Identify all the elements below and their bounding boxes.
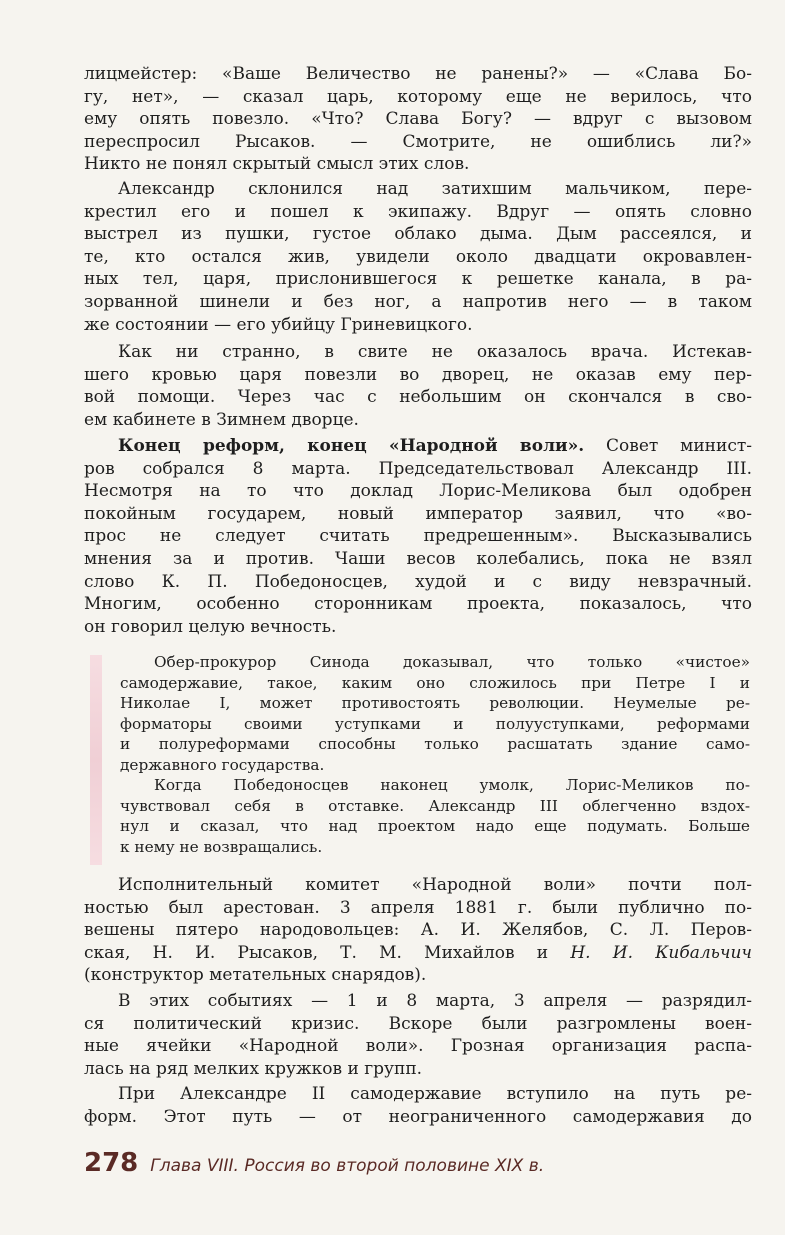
text-line: При Александре II самодержавие вступило на путь ре- xyxy=(118,1084,752,1104)
text-line: державного государства. xyxy=(120,755,325,774)
text-line: слово К. П. Победоносцев, худой и с виду невзрачный. xyxy=(84,571,752,592)
text-line: ностью был арестован. 3 апреля 1881 г. были публично по- xyxy=(84,897,752,918)
page-number: 278 xyxy=(84,1148,139,1178)
text-line: В этих событиях — 1 и 8 марта, 3 апреля — разрядил- xyxy=(118,991,752,1011)
text-line: вой помощи. Через час с небольшим он скончался в сво- xyxy=(84,387,752,408)
text-line: форматоры своими уступками и полууступками, реформами xyxy=(120,714,750,733)
page-footer xyxy=(84,1148,544,1178)
text-line: самодержавие, такое, каким оно сложилось при Петре I и xyxy=(120,673,750,692)
paragraph-4 xyxy=(84,435,752,638)
text-line: крестил его и пошел к экипажу. Вдруг — опять словно xyxy=(84,201,752,222)
text-line: Обер-прокурор Синода доказывал, что только «чистое» xyxy=(154,653,750,671)
text-line: вешены пятеро народовольцев: А. И. Желябов, С. Л. Перов- xyxy=(84,920,752,941)
text-line: (конструктор метательных снарядов). xyxy=(84,965,427,986)
paragraph-3 xyxy=(84,341,752,431)
text-line: лась на ряд мелких кружков и групп. xyxy=(84,1058,423,1079)
text-line: выстрел из пушки, густое облако дыма. Дым рассеялся, и xyxy=(84,224,752,245)
chapter-title: Глава VIII. Россия во второй половине XIX в. xyxy=(150,1156,545,1176)
text-run-italic: Н. И. Кибальчич xyxy=(570,942,752,963)
text-line: гу, нет», — сказал царь, которому еще не верилось, что xyxy=(84,86,752,107)
text-line: прос не следует считать предрешенным». Высказывались xyxy=(84,526,752,547)
text-line: мнения за и против. Чаши весов колебались, пока не взял xyxy=(84,548,752,569)
text-line: Исполнительный комитет «Народной воли» почти пол- xyxy=(118,875,752,895)
text-line: покойным государем, новый император заявил, что «во- xyxy=(84,503,752,524)
text-line: зорванной шинели и без ног, а напротив него — в таком xyxy=(84,291,752,312)
text-line: Несмотря на то что доклад Лорис-Меликова был одобрен xyxy=(84,481,752,502)
text-line: ров собрался 8 марта. Председательствовал Александр III. xyxy=(84,458,752,479)
text-line: ему опять повезло. «Что? Слава Богу? — вдруг с вызовом xyxy=(84,109,752,130)
sidebar-text xyxy=(120,652,750,857)
text-line: шего кровью царя повезли во дворец, не оказав ему пер- xyxy=(84,364,752,385)
text-line: Как ни странно, в свите не оказалось врача. Истекав- xyxy=(118,342,752,362)
text-line: ся политический кризис. Вскоре были разгромлены воен- xyxy=(84,1013,752,1034)
text-line: и полуреформами способны только расшатать здание само- xyxy=(120,735,750,753)
text-run: ская, Н. И. Рысаков, Т. М. Михайлов и xyxy=(84,942,549,963)
text-line xyxy=(84,435,752,458)
text-line: Никто не понял скрытый смысл этих слов. xyxy=(84,154,470,175)
text-line: же состоянии — его убийцу Гриневицкого. xyxy=(84,314,473,335)
text-line: нул и сказал, что над проектом надо еще подумать. Больше xyxy=(120,817,750,835)
paragraph-1 xyxy=(84,63,752,176)
text-line: он говорил целую вечность. xyxy=(84,616,337,637)
text-line: форм. Этот путь — от неограниченного самодержавия до xyxy=(84,1106,752,1127)
text-line: Когда Победоносцев наконец умолк, Лорис-Меликов по- xyxy=(154,776,750,794)
section-heading: Конец реформ, конец «Народной воли». xyxy=(118,436,585,456)
sidebar-accent-bar xyxy=(90,655,102,865)
text-line: Александр склонился над затихшим мальчиком, пере- xyxy=(118,179,752,199)
text-line: переспросил Рысаков. — Смотрите, не ошиблись ли?» xyxy=(84,131,752,152)
text-line xyxy=(84,942,752,965)
text-line: ные ячейки «Народной воли». Грозная организация распа- xyxy=(84,1036,752,1057)
text-line: лицмейстер: «Ваше Величество не ранены?» — «Слава Бо- xyxy=(84,64,752,84)
paragraph-6 xyxy=(84,990,752,1080)
paragraph-5 xyxy=(84,874,752,987)
text-line: ем кабинете в Зимнем дворце. xyxy=(84,409,359,430)
text-line: Многим, особенно сторонникам проекта, показалось, что xyxy=(84,594,752,615)
text-line: Николае I, может противостоять революции. Неумелые ре- xyxy=(120,694,750,712)
paragraph-2 xyxy=(84,178,752,336)
text-line: чувствовал себя в отставке. Александр III облегченно вздох- xyxy=(120,796,750,815)
text-line: к нему не возвращались. xyxy=(120,837,323,856)
text-line: те, кто остался жив, увидели около двадцати окровавлен- xyxy=(84,246,752,267)
text-run: Совет минист- xyxy=(606,436,752,456)
paragraph-7 xyxy=(84,1083,752,1128)
text-line: ных тел, царя, прислонившегося к решетке канала, в ра- xyxy=(84,269,752,290)
